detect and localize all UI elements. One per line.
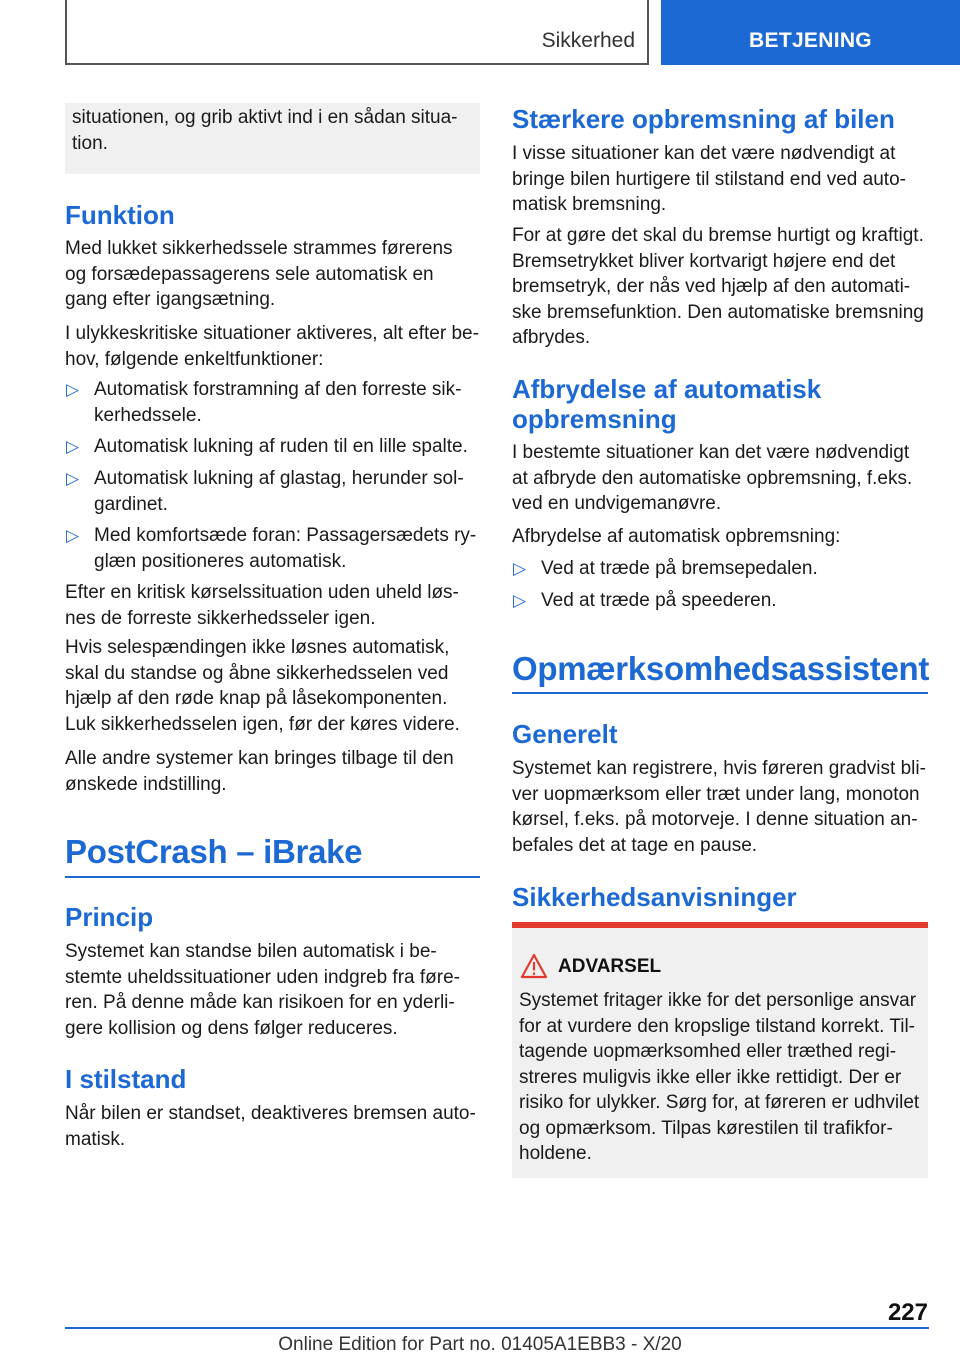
heading-sikkerhedsanvisninger: Sikkerhedsanvisninger [512, 882, 797, 912]
warning-box [512, 922, 928, 1178]
funktion-list-item: Automatisk forstramning af den forreste sik-kerhedssele. [94, 379, 462, 426]
triangle-right-icon: ▷ [513, 591, 527, 610]
triangle-right-icon: ▷ [66, 469, 80, 488]
heading-afbrydelse-line-2: opbremsning [512, 404, 677, 434]
page-number: 227 [887, 1299, 928, 1326]
staerkere-paragraph-2: For at gøre det skal du bremse hurtigt og kraftigt. Bremsetrykket bliver kortvarigt højere end det bremsetryk, der nås ved hjælp af den automati-ske bremsefunktion. Den automatiske bremsning afbrydes. [512, 225, 924, 348]
warning-triangle-icon [520, 953, 548, 979]
header-chapter-label: BETJENING [749, 29, 872, 52]
funktion-paragraph-3: Efter en kritisk kørselssituation uden uheld løs-nes de forreste sikkerhedsseler igen. [65, 582, 459, 629]
funktion-list-item: Automatisk lukning af glastag, herunder sol-gardinet. [94, 468, 464, 515]
afbrydelse-paragraph-2: Afbrydelse af automatisk opbremsning: [512, 526, 841, 547]
funktion-paragraph-2: I ulykkeskritiske situationer aktiveres, alt efter be-hov, følgende enkeltfunktioner: [65, 323, 479, 370]
heading-opmaerksomhedsassistent: Opmærksomhedsassistent [512, 650, 930, 687]
heading-funktion: Funktion [65, 200, 175, 230]
funktion-paragraph-4: Hvis selespændingen ikke løsnes automatisk, skal du standse og åbne sikkerhedsselen ved hjælp af den røde knap på låsekomponenten. Luk sikkerhedsselen igen, før der køres videre. [65, 637, 460, 735]
heading-generelt: Generelt [512, 719, 618, 749]
afbrydelse-list-item: Ved at træde på bremsepedalen. [541, 558, 818, 579]
shaded-note-text: situationen, og grib aktivt ind i en sådan situa-tion. [72, 107, 458, 154]
heading-afbrydelse-line-1: Afbrydelse af automatisk [512, 374, 822, 404]
header-chapter-tab [661, 0, 960, 65]
header-section-tab [65, 0, 649, 65]
shaded-note-box [65, 103, 480, 174]
heading-underline [512, 692, 928, 694]
heading-underline [65, 876, 480, 878]
triangle-right-icon: ▷ [66, 380, 80, 399]
triangle-right-icon: ▷ [513, 559, 527, 578]
princip-paragraph: Systemet kan standse bilen automatisk i be-stemte uheldssituationer uden indgreb fra føre-ren. På denne måde kan risikoen for en yderli-gere kollision og dens følger reduceres. [65, 941, 460, 1039]
triangle-right-icon: ▷ [66, 437, 80, 456]
funktion-list-item: Automatisk lukning af ruden til en lille spalte. [94, 436, 468, 457]
funktion-list-item: Med komfortsæde foran: Passagersædets ry-glæn positioneres automatisk. [94, 525, 477, 572]
heading-princip: Princip [65, 902, 154, 932]
header-section-label: Sikkerhed [541, 29, 635, 52]
afbrydelse-paragraph-1: I bestemte situationer kan det være nødvendigt at afbryde den automatiske opbremsning, f.eks. ved en undvigemanøvre. [512, 442, 913, 514]
generelt-paragraph: Systemet kan registrere, hvis føreren gradvist bli-ver uopmærksom eller træt under lang, monoton kørsel, f.eks. på motorveje. I denne situation an-befales det at tage en pause. [512, 758, 926, 856]
warning-title: ADVARSEL [558, 956, 662, 977]
heading-staerkere-opbremsning: Stærkere opbremsning af bilen [512, 104, 895, 134]
stilstand-paragraph: Når bilen er standset, deaktiveres bremsen auto-matisk. [65, 1103, 476, 1150]
funktion-paragraph-1: Med lukket sikkerhedssele strammes førerens og forsædepassagerens sele automatisk en gang efter igangsætning. [65, 238, 453, 310]
footer-edition: Online Edition for Part no. 01405A1EBB3 - X/20 [278, 1334, 682, 1355]
footer-rule [65, 1327, 929, 1329]
heading-i-stilstand: I stilstand [65, 1064, 187, 1094]
warning-text: Systemet fritager ikke for det personlige ansvar for at vurdere den kropslige tilstand korrekt. Til-tagende uopmærksomhed eller træthed regi-streres muligvis ikke eller ikke rettidigt. Der er risiko for ulykker. Sørg for, at føreren er udhvilet og opmærksom. Tilpas kørestilen til trafikfor-holdene. [519, 990, 920, 1164]
triangle-right-icon: ▷ [66, 526, 80, 545]
staerkere-paragraph-1: I visse situationer kan det være nødvendigt at bringe bilen hurtigere til stilstand end ved auto-matisk bremsning. [512, 143, 906, 215]
afbrydelse-list-item: Ved at træde på speederen. [541, 590, 777, 611]
heading-postcrash: PostCrash – iBrake [65, 833, 363, 870]
funktion-paragraph-5: Alle andre systemer kan bringes tilbage til den ønskede indstilling. [65, 748, 454, 795]
